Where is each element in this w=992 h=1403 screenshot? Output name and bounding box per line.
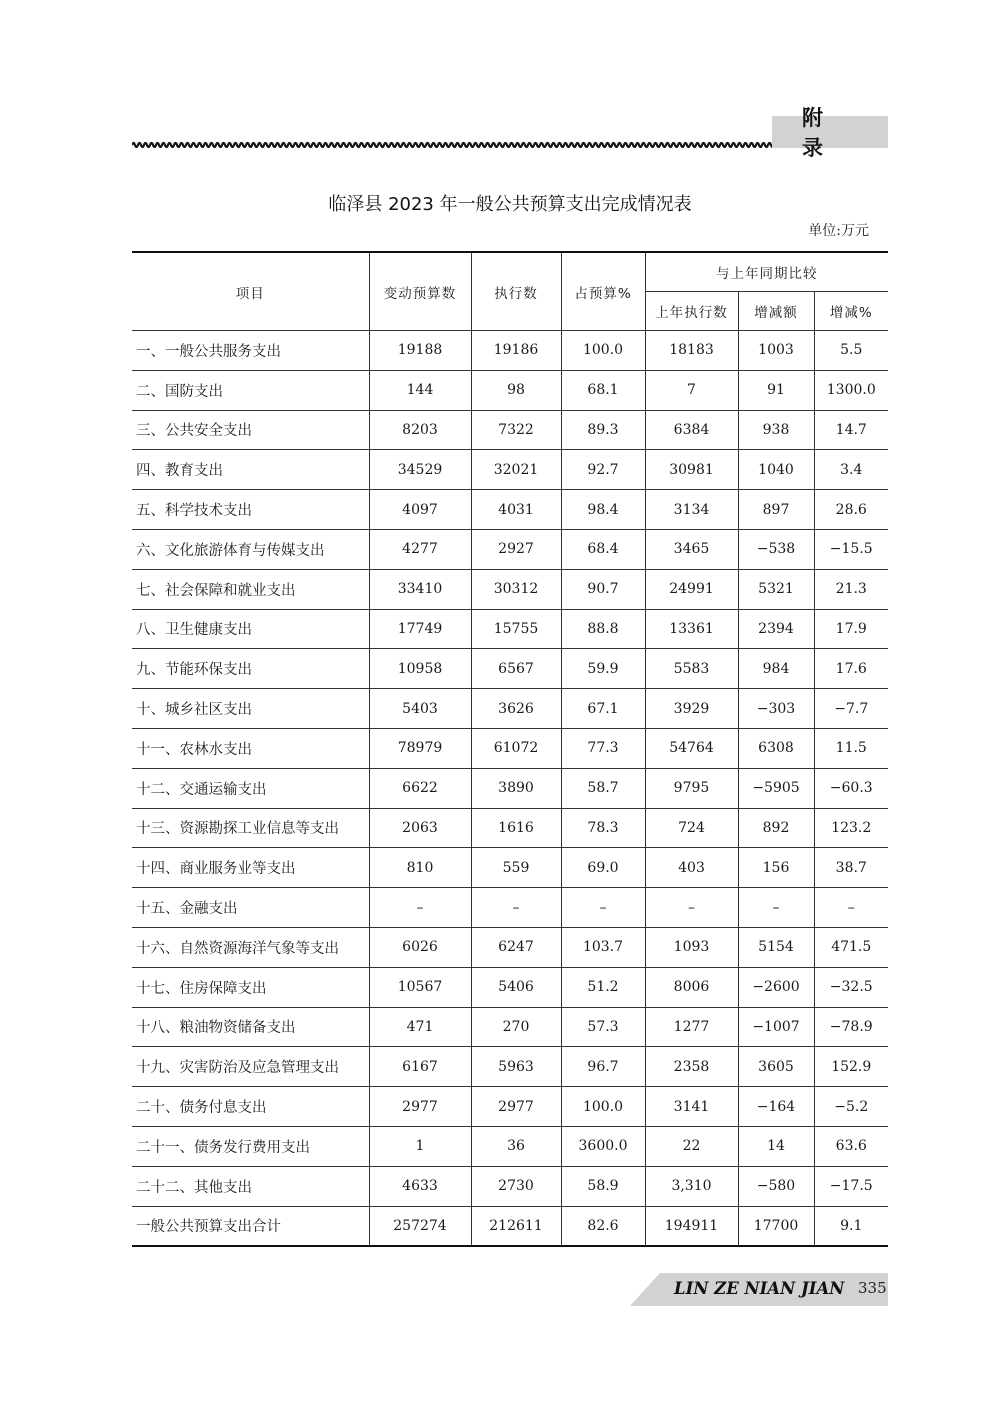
cell-last-year: 3929	[645, 689, 738, 729]
cell-item: 三、公共安全支出	[132, 410, 369, 450]
cell-adjusted-budget: 4277	[369, 529, 471, 569]
cell-executed: 5963	[471, 1047, 561, 1087]
cell-last-year: 30981	[645, 450, 738, 490]
cell-item: 二十、债务付息支出	[132, 1087, 369, 1127]
cell-pct-budget: 59.9	[561, 649, 645, 689]
cell-adjusted-budget: 6026	[369, 927, 471, 967]
cell-change: 897	[738, 490, 814, 530]
cell-pct-budget: 68.4	[561, 529, 645, 569]
cell-adjusted-budget: 144	[369, 370, 471, 410]
cell-change-pct: –	[814, 888, 888, 928]
table-row	[132, 768, 888, 808]
table-row	[132, 728, 888, 768]
header-compare-group: 与上年同期比较	[645, 252, 888, 292]
cell-executed: 61072	[471, 728, 561, 768]
cell-adjusted-budget: 10567	[369, 967, 471, 1007]
table-row	[132, 967, 888, 1007]
cell-item: 十一、农林水支出	[132, 728, 369, 768]
table-row	[132, 1166, 888, 1206]
cell-item: 十、城乡社区支出	[132, 689, 369, 729]
table-row	[132, 649, 888, 689]
cell-item: 二十一、债务发行费用支出	[132, 1126, 369, 1166]
cell-item: 十九、灾害防治及应急管理支出	[132, 1047, 369, 1087]
cell-pct-budget: 100.0	[561, 331, 645, 371]
cell-pct-budget: –	[561, 888, 645, 928]
cell-executed: 2730	[471, 1166, 561, 1206]
table-row	[132, 1047, 888, 1087]
cell-change-pct: −60.3	[814, 768, 888, 808]
cell-change-pct: −15.5	[814, 529, 888, 569]
table-row	[132, 1206, 888, 1246]
cell-change: 6308	[738, 728, 814, 768]
cell-adjusted-budget: 5403	[369, 689, 471, 729]
cell-last-year: 3134	[645, 490, 738, 530]
cell-change-pct: 9.1	[840, 1217, 863, 1234]
cell-change: 3605	[738, 1047, 814, 1087]
cell-change: −5905	[738, 768, 814, 808]
cell-last-year: 1093	[645, 927, 738, 967]
cell-item: 二十二、其他支出	[132, 1166, 369, 1206]
cell-change: 938	[738, 410, 814, 450]
cell-change-pct: 38.7	[814, 848, 888, 888]
cell-pct-budget: 82.6	[561, 1206, 645, 1246]
cell-change: −1007	[738, 1007, 814, 1047]
cell-item: 一般公共预算支出合计	[132, 1206, 369, 1246]
cell-change-pct: −7.7	[814, 689, 888, 729]
cell-item: 二、国防支出	[132, 370, 369, 410]
cell-change: 17700	[738, 1206, 814, 1246]
cell-adjusted-budget: 78979	[369, 728, 471, 768]
cell-executed: 98	[471, 370, 561, 410]
cell-item: 十三、资源勘探工业信息等支出	[132, 808, 369, 848]
cell-executed: 270	[471, 1007, 561, 1047]
cell-pct-budget: 58.9	[561, 1166, 645, 1206]
cell-change-pct: 5.5	[814, 331, 888, 371]
cell-pct-budget: 58.7	[561, 768, 645, 808]
cell-pct-budget: 103.7	[561, 927, 645, 967]
cell-executed: 4031	[471, 490, 561, 530]
cell-item: 十七、住房保障支出	[132, 967, 369, 1007]
cell-change: –	[738, 888, 814, 928]
cell-last-year: 194911	[645, 1206, 738, 1246]
cell-adjusted-budget: 19188	[369, 331, 471, 371]
unit-label: 单位:万元	[808, 223, 869, 239]
cell-change-pct: 21.3	[814, 569, 888, 609]
table-row	[132, 927, 888, 967]
cell-adjusted-budget: 6167	[369, 1047, 471, 1087]
cell-pct-budget: 51.2	[561, 967, 645, 1007]
cell-change-pct: 3.4	[814, 450, 888, 490]
cell-change: 14	[738, 1126, 814, 1166]
cell-executed: 19186	[471, 331, 561, 371]
cell-change-pct: 17.6	[814, 649, 888, 689]
cell-pct-budget: 78.3	[561, 808, 645, 848]
cell-last-year: 22	[645, 1126, 738, 1166]
cell-change: −2600	[738, 967, 814, 1007]
cell-executed: 2927	[471, 529, 561, 569]
cell-item: 六、文化旅游体育与传媒支出	[132, 529, 369, 569]
cell-item: 五、科学技术支出	[132, 490, 369, 530]
table-row	[132, 410, 888, 450]
page-title: 临泽县 2023 年一般公共预算支出完成情况表	[328, 194, 692, 215]
section-tab: 附 录	[772, 116, 888, 148]
cell-adjusted-budget: 257274	[369, 1206, 471, 1246]
cell-pct-budget: 90.7	[561, 569, 645, 609]
cell-adjusted-budget: 8203	[369, 410, 471, 450]
cell-executed: 30312	[471, 569, 561, 609]
cell-adjusted-budget: 1	[369, 1126, 471, 1166]
cell-item: 十五、金融支出	[132, 888, 369, 928]
page-number: 335	[858, 1279, 887, 1297]
cell-pct-budget: 69.0	[561, 848, 645, 888]
cell-pct-budget: 88.8	[561, 609, 645, 649]
table-row	[132, 689, 888, 729]
cell-pct-budget: 68.1	[561, 370, 645, 410]
cell-item: 一、一般公共服务支出	[132, 331, 369, 371]
cell-last-year: 8006	[645, 967, 738, 1007]
cell-adjusted-budget: 810	[369, 848, 471, 888]
cell-last-year: 1277	[645, 1007, 738, 1047]
wavy-divider	[132, 138, 772, 152]
table-row	[132, 848, 888, 888]
cell-executed: 6247	[471, 927, 561, 967]
cell-executed: 2977	[471, 1087, 561, 1127]
cell-executed: 1616	[471, 808, 561, 848]
table-row	[132, 450, 888, 490]
cell-executed: 15755	[471, 609, 561, 649]
cell-change-pct: 63.6	[814, 1126, 888, 1166]
table-row	[132, 888, 888, 928]
cell-item: 九、节能环保支出	[132, 649, 369, 689]
cell-pct-budget: 96.7	[561, 1047, 645, 1087]
cell-change-pct: −32.5	[814, 967, 888, 1007]
cell-adjusted-budget: 4633	[369, 1166, 471, 1206]
header-last-year: 上年执行数	[645, 292, 738, 331]
cell-pct-budget: 98.4	[561, 490, 645, 530]
cell-last-year: 3,310	[645, 1166, 738, 1206]
cell-change-pct: −5.2	[814, 1087, 888, 1127]
cell-last-year: 2358	[645, 1047, 738, 1087]
cell-adjusted-budget: 4097	[369, 490, 471, 530]
cell-last-year: 3465	[645, 529, 738, 569]
table-row	[132, 1087, 888, 1127]
cell-item: 十四、商业服务业等支出	[132, 848, 369, 888]
cell-executed: –	[471, 888, 561, 928]
cell-change: 91	[738, 370, 814, 410]
cell-executed: 559	[471, 848, 561, 888]
cell-change: −580	[738, 1166, 814, 1206]
cell-adjusted-budget: 33410	[369, 569, 471, 609]
table-row	[132, 808, 888, 848]
cell-change: 5321	[738, 569, 814, 609]
cell-last-year: 24991	[645, 569, 738, 609]
header-executed: 执行数	[471, 252, 561, 331]
table-row	[132, 490, 888, 530]
header-change: 增减额	[738, 292, 814, 331]
cell-adjusted-budget: 34529	[369, 450, 471, 490]
cell-pct-budget: 67.1	[561, 689, 645, 729]
cell-adjusted-budget: 2977	[369, 1087, 471, 1127]
cell-item: 八、卫生健康支出	[132, 609, 369, 649]
cell-change: −164	[738, 1087, 814, 1127]
cell-executed: 32021	[471, 450, 561, 490]
cell-adjusted-budget: 17749	[369, 609, 471, 649]
cell-pct-budget: 3600.0	[561, 1126, 645, 1166]
cell-last-year: 13361	[645, 609, 738, 649]
cell-adjusted-budget: 10958	[369, 649, 471, 689]
cell-change-pct: −17.5	[814, 1166, 888, 1206]
footer-book-name: LIN ZE NIAN JIAN	[674, 1279, 845, 1298]
table-row	[132, 331, 888, 371]
cell-executed: 212611	[471, 1206, 561, 1246]
cell-change: −303	[738, 689, 814, 729]
cell-adjusted-budget: 6622	[369, 768, 471, 808]
cell-last-year: 6384	[645, 410, 738, 450]
cell-change-pct: 471.5	[814, 927, 888, 967]
cell-change: 984	[738, 649, 814, 689]
cell-pct-budget: 92.7	[561, 450, 645, 490]
cell-last-year: 54764	[645, 728, 738, 768]
table-row	[132, 370, 888, 410]
header-item: 项目	[132, 252, 369, 331]
table-row	[132, 529, 888, 569]
cell-last-year: 403	[645, 848, 738, 888]
cell-executed: 36	[471, 1126, 561, 1166]
cell-pct-budget: 89.3	[561, 410, 645, 450]
cell-change-pct: 14.7	[814, 410, 888, 450]
cell-change-pct: 17.9	[814, 609, 888, 649]
cell-item: 十六、自然资源海洋气象等支出	[132, 927, 369, 967]
cell-last-year: –	[645, 888, 738, 928]
cell-change-pct: 11.5	[814, 728, 888, 768]
cell-change: 1003	[738, 331, 814, 371]
table-row	[132, 1126, 888, 1166]
cell-pct-budget: 77.3	[561, 728, 645, 768]
table-row	[132, 569, 888, 609]
cell-change: 1040	[738, 450, 814, 490]
table-row	[132, 1007, 888, 1047]
cell-item: 七、社会保障和就业支出	[132, 569, 369, 609]
cell-executed: 7322	[471, 410, 561, 450]
table-row	[132, 609, 888, 649]
cell-last-year: 3141	[645, 1087, 738, 1127]
cell-change-pct: 28.6	[814, 490, 888, 530]
cell-item: 四、教育支出	[132, 450, 369, 490]
cell-last-year: 18183	[645, 331, 738, 371]
cell-executed: 3890	[471, 768, 561, 808]
header-adjusted-budget: 变动预算数	[369, 252, 471, 331]
cell-change: 156	[738, 848, 814, 888]
cell-change-pct: 1300.0	[814, 370, 888, 410]
cell-item: 十二、交通运输支出	[132, 768, 369, 808]
cell-change: 5154	[738, 927, 814, 967]
cell-executed: 3626	[471, 689, 561, 729]
cell-executed: 6567	[471, 649, 561, 689]
header-change-pct: 增减%	[814, 292, 888, 331]
cell-pct-budget: 100.0	[561, 1087, 645, 1127]
cell-last-year: 9795	[645, 768, 738, 808]
cell-change-pct: 152.9	[814, 1047, 888, 1087]
cell-change: 2394	[738, 609, 814, 649]
cell-change-pct: −78.9	[814, 1007, 888, 1047]
cell-adjusted-budget: 471	[369, 1007, 471, 1047]
cell-last-year: 724	[645, 808, 738, 848]
cell-last-year: 5583	[645, 649, 738, 689]
budget-table	[132, 251, 888, 1247]
cell-change: −538	[738, 529, 814, 569]
cell-last-year: 7	[645, 370, 738, 410]
cell-change: 892	[738, 808, 814, 848]
cell-adjusted-budget: 2063	[369, 808, 471, 848]
cell-executed: 5406	[471, 967, 561, 1007]
cell-adjusted-budget: –	[369, 888, 471, 928]
table-body	[132, 331, 888, 1247]
cell-item: 十八、粮油物资储备支出	[132, 1007, 369, 1047]
header-pct-budget: 占预算%	[561, 252, 645, 331]
cell-pct-budget: 57.3	[561, 1007, 645, 1047]
cell-change-pct: 123.2	[814, 808, 888, 848]
